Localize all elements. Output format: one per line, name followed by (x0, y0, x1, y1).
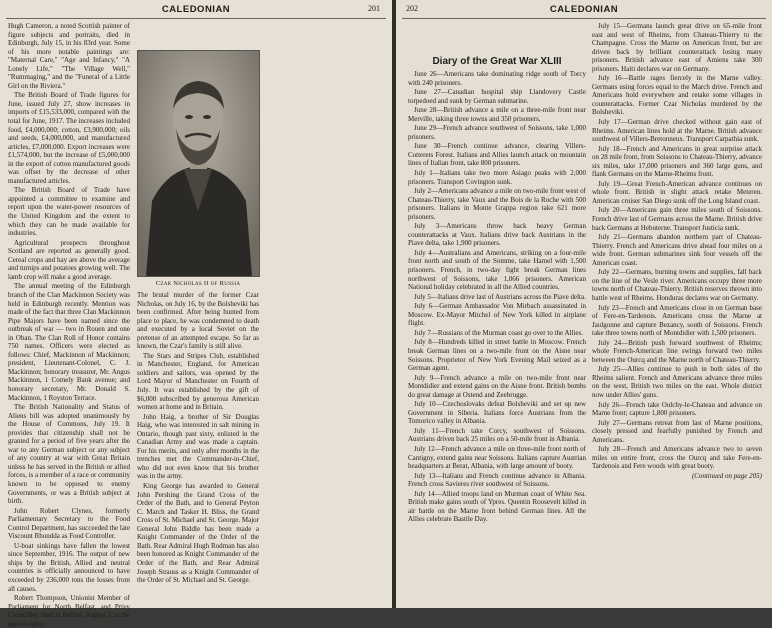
diary-entry: July 8—Hundreds killed in street battle in Moscow. French break German lines on a two-mile front on the Aisne near Soissons. Proprietor of New York Evening Mail seized as a German agent. (408, 338, 586, 373)
left-column-2 (137, 291, 259, 603)
diary-entry: July 1—Italians take two more Asiago peaks with 2,000 prisoners. Transport Covington sunk. (408, 169, 586, 186)
right-column-2 (592, 22, 762, 602)
diary-entry: July 5—Italians drive last of Austrians across the Piave delta. (414, 292, 586, 301)
news-item: John Haig, a brother of Sir Douglas Haig, who was interested in salt mining in Ontario, though past sixty, enlisted in the Canadian Army and was made a captain. For his merits, and only after months in the trenches met the Commander-in-Chief, who did not even know that his brother was in the army. (137, 412, 259, 481)
diary-entry: July 18—French and Americans in great surprise attack on 28 mile front, from Soissons to Chateau-Thierry, advance six miles, take 17,000 prisoners and 360 large guns, and flank Germans on the Marne-Rheims front. (592, 144, 762, 179)
diary-entry: July 27—Germans retreat from last of Marne positions, closely pressed and fearfully punished by French and Americans. (592, 418, 762, 444)
czar-portrait-photo (137, 50, 260, 277)
news-item: The Stars and Stripes Club, established in Manchester, England, for American soldiers and sailors, was opened by the Lord Mayor of Manchester on Fourth of July. It was established by the gift of $6,000 subscribed by generous American women at home and in Britain. (137, 351, 259, 412)
diary-entry: July 15—Germans launch great drive on 65-mile front east and west of Rheims, from Chateau-Thierry to the Champagne. Cross the Marne on American front, but are driven back by brilliant counterattack losing many prisoners. British advance east of Amiens take 300 prisoners. Haiti declares war on Germany. (592, 22, 762, 73)
diary-entry: June 27—Canadian hospital ship Llandovery Castle torpedoed and sunk by German submarine. (408, 88, 586, 105)
diary-entry: July 6—German Ambassador Von Mirbach assassinated in Moscow. Ex-Mayor Mitchel of New York killed in airplane flight. (408, 302, 586, 328)
news-item: Robert Thompson, Unionist Member of Parliament for North Belfast, and Privy Councillor, died in Belfast, August 3, at the age of eighty. (8, 594, 130, 628)
right-page-header (396, 4, 772, 18)
diary-entry: July 23—French and Americans close in on German base of Fere-en-Tardenois. Americans cross the Marne at Jaulgonne and capture Bezancy, south of Soissons. French take three towns north of Montdidier with 1,500 prisoners. (592, 303, 762, 338)
diary-entry: July 24—British push forward southwest of Rheims; whole French-American line swings forward two miles between the Ourcq and the Marne north of Chateau-Thierry. (592, 338, 762, 364)
diary-entry: July 19—Great French-American advance continues on whole front. British in slight attack retake Meteren. American cruiser San Diego sunk off the Long Island coast. (592, 179, 762, 205)
diary-entry: June 26—Americans take dominating ridge south of Torcy with 240 prisoners. (408, 70, 586, 87)
news-item: John Robert Clynes, formerly Parliamentary Secretary to the Food Control Department, has succeeded the late Viscount Rhondda as Food Controller. (8, 506, 130, 541)
diary-entry: July 11—French take Corcy, southwest of Soissons. Austrians driven back 25 miles on a 50-mile front in Albania. (408, 426, 586, 444)
right-page (396, 0, 772, 608)
diary-entry: July 22—Germans, burning towns and supplies, fall back on the line of the Vesle river. Americans occupy three more towns north of Chateau-Thierry. British reserves thrown into battle west of Rheims. Honduras declares war on Germany. (592, 268, 762, 302)
photo-caption: Czar Nicholas II of Russia (155, 280, 241, 287)
news-item: King George has awarded to General John Pershing the Grand Cross of the Order of the Bath, and to General Peyton C. March and Tasker H. Bliss, the Grand Cross of St. Michael and St. George. Major General John Biddle has been made a Knight Commander of the Order of the Bath. Rear Admiral Hugh Rodman has also been honored as Knight Commander of the Order of the Bath, and Rear Admiral Joseph Strauss as a Knight Commander of the Order of St. Michael and St. George. (137, 482, 259, 585)
diary-entry: June 29—French advance southwest of Soissons, take 1,000 prisoners. (408, 124, 586, 141)
diary-entry: June 28—British advance a mile on a three-mile front near Merville, taking three towns and 350 prisoners. (408, 106, 586, 123)
continued-note: (Continued on page 205) (691, 471, 762, 480)
news-item: The British Board of Trade figures for June, issued July 27, show increases in imports of £15,533,000, compared with the total for June, 1917. The increases included food, £4,000,000; cotton, £3,900,000; oils and seeds, £4,000,000, and manufactured articles, £7,000,000. Export increases were £1,574,000, but the increase of £5,000,000 in the export of cotton manufactured goods was offset by the decrease of other manufactured articles. (8, 91, 130, 185)
diary-entry: July 3—Americans throw back heavy German counterattacks at Vaux. Italians drive back Austrians in the Piave delta, take 1,900 prisoners. (408, 222, 586, 248)
diary-entry: July 10—Czechoslovaks defeat Bolsheviki and set up new Government in Siberia. Italians force Austrians from the Tomorico valley in Albania. (408, 400, 586, 426)
left-page-header (0, 4, 392, 18)
diary-entry: July 14—Allied troops land on Murman coast of White Sea. British make gains south of Ypres. Quentin Roosevelt killed in air battle on the Marne front behind German lines. All the Allies celebrate Bastile Day. (408, 489, 586, 524)
header-rule (402, 18, 766, 19)
diary-heading: Diary of the Great War XLIII (432, 56, 562, 67)
page-number: 202 (406, 4, 418, 13)
news-item: The annual meeting of the Edinburgh branch of the Clan Mackinnon Society was held in Edinburgh recently. Mention was made of the fact that three Clan Mackinnon Pipe Majors have been named since the outbreak of war — two in Rouen and one in Oban. The Clan Roll of Honor contains 750 names. Officers were elected as follows: Chief, Mackinnon of Mackinnon; president, Lieutenant-Colonel, C. J. Mackinnon; honorary treasurer, Mr. Angus Mackinnon, 1 Comely Bank avenue; and honorary secretary, Mr. Donald S. Mackinnon, 1 Royston Terrace. (8, 282, 130, 402)
diary-entry: July 2—Americans advance a mile on two-mile front west of Chateau-Thierry, take Vaux and the Bois de la Roche with 500 prisoners. Italians in Monte Grappa region take 621 more prisoners. (408, 187, 586, 221)
diary-entry: July 16—Battle rages fiercely in the Marne valley. Germans using forces equal to the March drive. French and Americans hold everywhere and retake some villages in counterattacks. Former Czar Nicholas murdered by the Bolsheviki. (592, 74, 762, 117)
diary-entry: July 28—French and Americans advance two to seven miles on entire front, cross the Ourcq and take Fere-en-Tardenois and Fere woods with great booty. (592, 445, 762, 471)
running-title: CALEDONIAN (161, 4, 231, 15)
diary-entry: July 25—Allies continue to push in both sides of the Rheims salient. French and Americans advance three miles on the west, British two miles on the east. Whole district now under Allies' guns. (592, 365, 762, 399)
news-item: The British Nationality and Status of Aliens bill was adopted unanimously by the House of Commons, July 19. It provides that citizenship shall not be granted for a period of five years after the war to any German subject or any subject of any country at war with Great Britain unless he has served in the British or allied forces, is a member of a race or community known to be opposed to enemy Governments, or was a British subject at birth. (8, 403, 130, 506)
header-rule (6, 18, 386, 19)
diary-entry: July 21—Germans abandon northern part of Chateau-Thierry. French and Americans drive ahead four miles on a wide front. German submarines sink four vessels off the American coast. (592, 233, 762, 267)
diary-entry: July 20—Americans gain three miles south of Soissons. French drive last of Germans across the Marne. British drive back Germans at Hebuterne. Transport Justicia sunk. (592, 206, 762, 232)
news-item: U-boat sinkings have fallen the lowest since September, 1916. The output of new ships by the British, Allied and neutral countries is officially announced to have exceeded by 236,000 tons the losses from all causes. (8, 541, 130, 593)
news-item: Hugh Cameron, a noted Scottish painter of figure subjects and portraits, died in Edinburgh, July 15, in his 83rd year. Some of his more notable paintings are: "Maternal Care," "Age and Infancy," "A Lonely Life," "The Village Well," "Rummaging," and the "Funeral of a Little Girl on the Riviera." (8, 22, 130, 90)
running-title: CALEDONIAN (549, 4, 619, 15)
diary-entry: July 12—French advance a mile on three-mile front north of Cantigny, extend gains near Soissons. Italians capture Austrian headquarters at Berat, Albania, with large amount of booty. (408, 444, 586, 471)
diary-entry: July 17—German drive checked without gain east of Rheims. American lines hold at the Marne. British advance southwest of Villers-Bretonneux. Transport Carpathia sunk. (592, 118, 762, 144)
news-item: Agricultural prospects throughout Scotland are reported as generally good. Cereal crops and hay are above the average and turnips and potatoes growing well. The lamb crop will make a good average. (8, 238, 130, 281)
diary-entry: July 7—Russians of the Murman coast go over to the Allies. (414, 328, 583, 337)
diary-entry: July 9—French advance a mile on two-mile front near Montdidier and extend gains on the Aisne front. British bombs do great damage at Ostend and Zeebrugge. (408, 373, 586, 399)
diary-entry: July 4—Australians and Americans, striking on a four-mile front north and south of the Somme, take Hamel with 1,500 prisoners. French, in two-day fight break German lines northwest of Soissons, take 1,066 prisoners. American National holiday celebrated in all the Allied countries. (408, 248, 586, 292)
left-column-1 (8, 22, 130, 628)
diary-entry: July 26—French take Oulchy-le-Chateau and advance on Marne front; capture 1,800 prisoners. (592, 400, 762, 418)
news-item: The brutal murder of the former Czar Nicholas, on July 16, by the Bolsheviki has been confirmed. After being hunted from place to place, he was condemned to death and executed by a local Soviet on the pretense of an attempted escape. So far as known, the Czar's family is still alive. (137, 291, 259, 351)
portrait-illustration (138, 51, 259, 276)
right-column-1 (408, 70, 586, 602)
diary-entry: July 13—Italians and French continue advance in Albania. French cross Savieres river southwest of Soissons. (408, 471, 586, 489)
news-item: The British Board of Trade have appointed a committee to examine and report upon the water-power resources of the United Kingdom and the extent to which they can be made available for industries. (8, 186, 130, 238)
page-number: 201 (368, 4, 380, 13)
diary-entry: June 30—French continue advance, clearing Villers-Cotterets Forest. Italians and Allies launch attack on mountain lines of Italian front, take 800 prisoners. (408, 142, 586, 168)
